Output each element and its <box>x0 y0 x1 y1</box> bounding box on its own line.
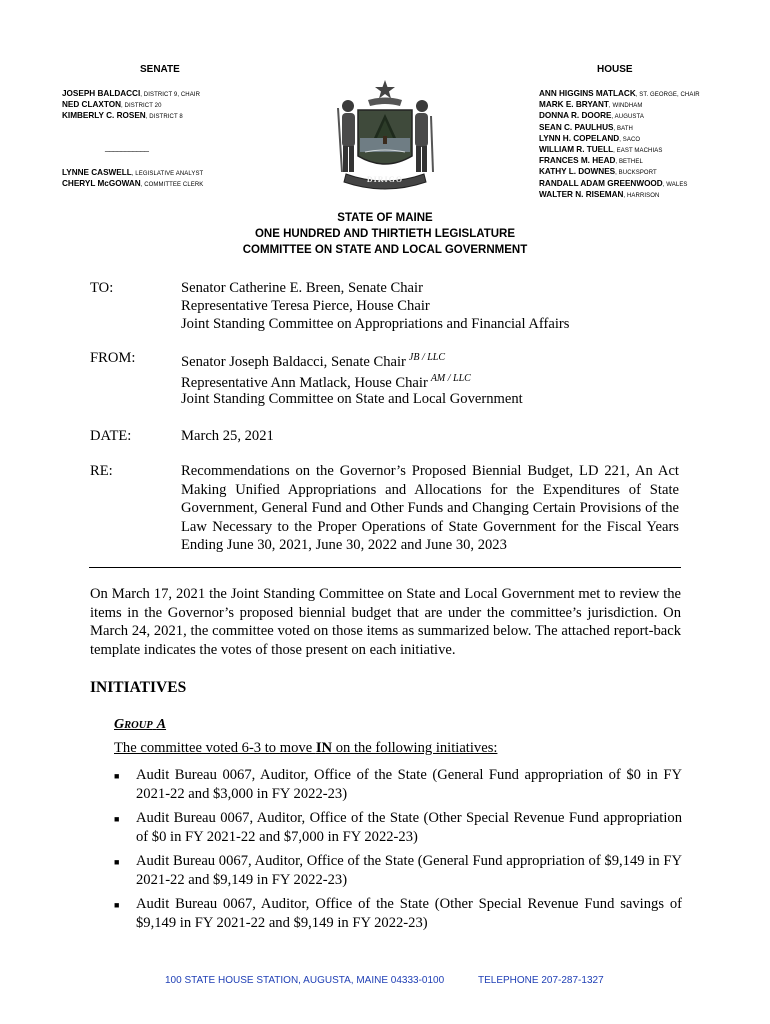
house-member: SEAN C. PAULHUS, BATH <box>539 122 633 132</box>
senate-member: NED CLAXTON, DISTRICT 20 <box>62 100 162 110</box>
from-sender: Senator Joseph Baldacci, Senate Chair $^{JB / LLC}$ <box>181 352 446 370</box>
bullet-marker-icon: ■ <box>114 771 120 781</box>
from-label: FROM: <box>90 350 136 366</box>
house-heading: HOUSE <box>597 64 633 75</box>
house-member: KATHY L. DOWNES, BUCKSPORT <box>539 167 657 177</box>
house-member: DONNA R. DOORE, AUGUSTA <box>539 111 644 121</box>
staff-member: CHERYL McGOWAN, COMMITTEE CLERK <box>62 179 204 189</box>
house-member: LYNN H. COPELAND, SACO <box>539 133 641 143</box>
intro-paragraph: On March 17, 2021 the Joint Standing Committee on State and Local Government met to review the items in the Governor’s proposed biennial budget that are under the committee’s jurisdiction. On March 24, 2021, the committee voted on those items as summarized below. The attached report-back template indicates the votes of those present on each initiative. <box>90 586 681 658</box>
from-sender: Representative Ann Matlack, House Chair $^{AM / LLC}$ <box>181 373 471 391</box>
bullet-marker-icon: ■ <box>114 900 120 910</box>
committee-title: COMMITTEE ON STATE AND LOCAL GOVERNMENT <box>242 244 528 256</box>
to-recipient: Senator Catherine E. Breen, Senate Chair <box>181 280 423 296</box>
to-recipient: Joint Standing Committee on Appropriations and Financial Affairs <box>181 316 570 332</box>
group-heading: GROUP A <box>114 717 167 732</box>
header-divider <box>89 567 681 568</box>
state-title: STATE OF MAINE <box>337 212 433 224</box>
senate-heading: SENATE <box>140 64 180 75</box>
house-member: WILLIAM R. TUELL, EAST MACHIAS <box>539 145 663 155</box>
house-member: FRANCES M. HEAD, BETHEL <box>539 156 643 166</box>
senate-member: KIMBERLY C. ROSEN, DISTRICT 8 <box>62 111 183 121</box>
legislature-title: ONE HUNDRED AND THIRTIETH LEGISLATURE <box>254 228 516 240</box>
vote-line: The committee voted 6-3 to move IN on the following initiatives: <box>114 740 498 756</box>
re-label: RE: <box>90 463 113 479</box>
sender-initials: AM / LLC <box>430 373 471 384</box>
footer-phone: TELEPHONE 207-287-1327 <box>478 975 604 986</box>
house-member: RANDALL ADAM GREENWOOD, WALES <box>539 178 688 188</box>
to-label: TO: <box>90 280 114 296</box>
house-member: ANN HIGGINS MATLACK, ST. GEORGE, CHAIR <box>539 89 700 98</box>
house-member: MARK E. BRYANT, WINDHAM <box>539 100 643 110</box>
bullet-marker-icon: ■ <box>114 857 120 867</box>
date-value: March 25, 2021 <box>181 428 274 444</box>
senate-separator: ___________ <box>105 143 149 152</box>
initiatives-heading: INITIATIVES <box>90 679 187 696</box>
date-label: DATE: <box>90 428 132 444</box>
from-committee: Joint Standing Committee on State and Local Government <box>181 391 523 407</box>
re-value: Recommendations on the Governor’s Proposed Biennial Budget, LD 221, An Act Making Unified Appropriations and Allocations for the Expenditures of State Government, General Fund and Other Funds and Changing Certain Provisions of the Law Necessary to the Proper Operations of State Government for the Fiscal Years Ending June 30, 2021, June 30, 2022 and June 30, 2023 <box>181 463 679 553</box>
seal-motto: DIRIGO <box>366 175 404 184</box>
staff-member: LYNNE CASWELL, LEGISLATIVE ANALYST <box>62 168 204 177</box>
senate-member: JOSEPH BALDACCI, DISTRICT 9, CHAIR <box>62 89 201 98</box>
footer-address: 100 STATE HOUSE STATION, AUGUSTA, MAINE 04333-0100 <box>165 975 445 986</box>
house-member: WALTER N. RISEMAN, HARRISON <box>539 189 660 199</box>
bullet-marker-icon: ■ <box>114 814 120 824</box>
sender-initials: JB / LLC <box>408 352 446 363</box>
to-recipient: Representative Teresa Pierce, House Chair <box>181 298 430 314</box>
